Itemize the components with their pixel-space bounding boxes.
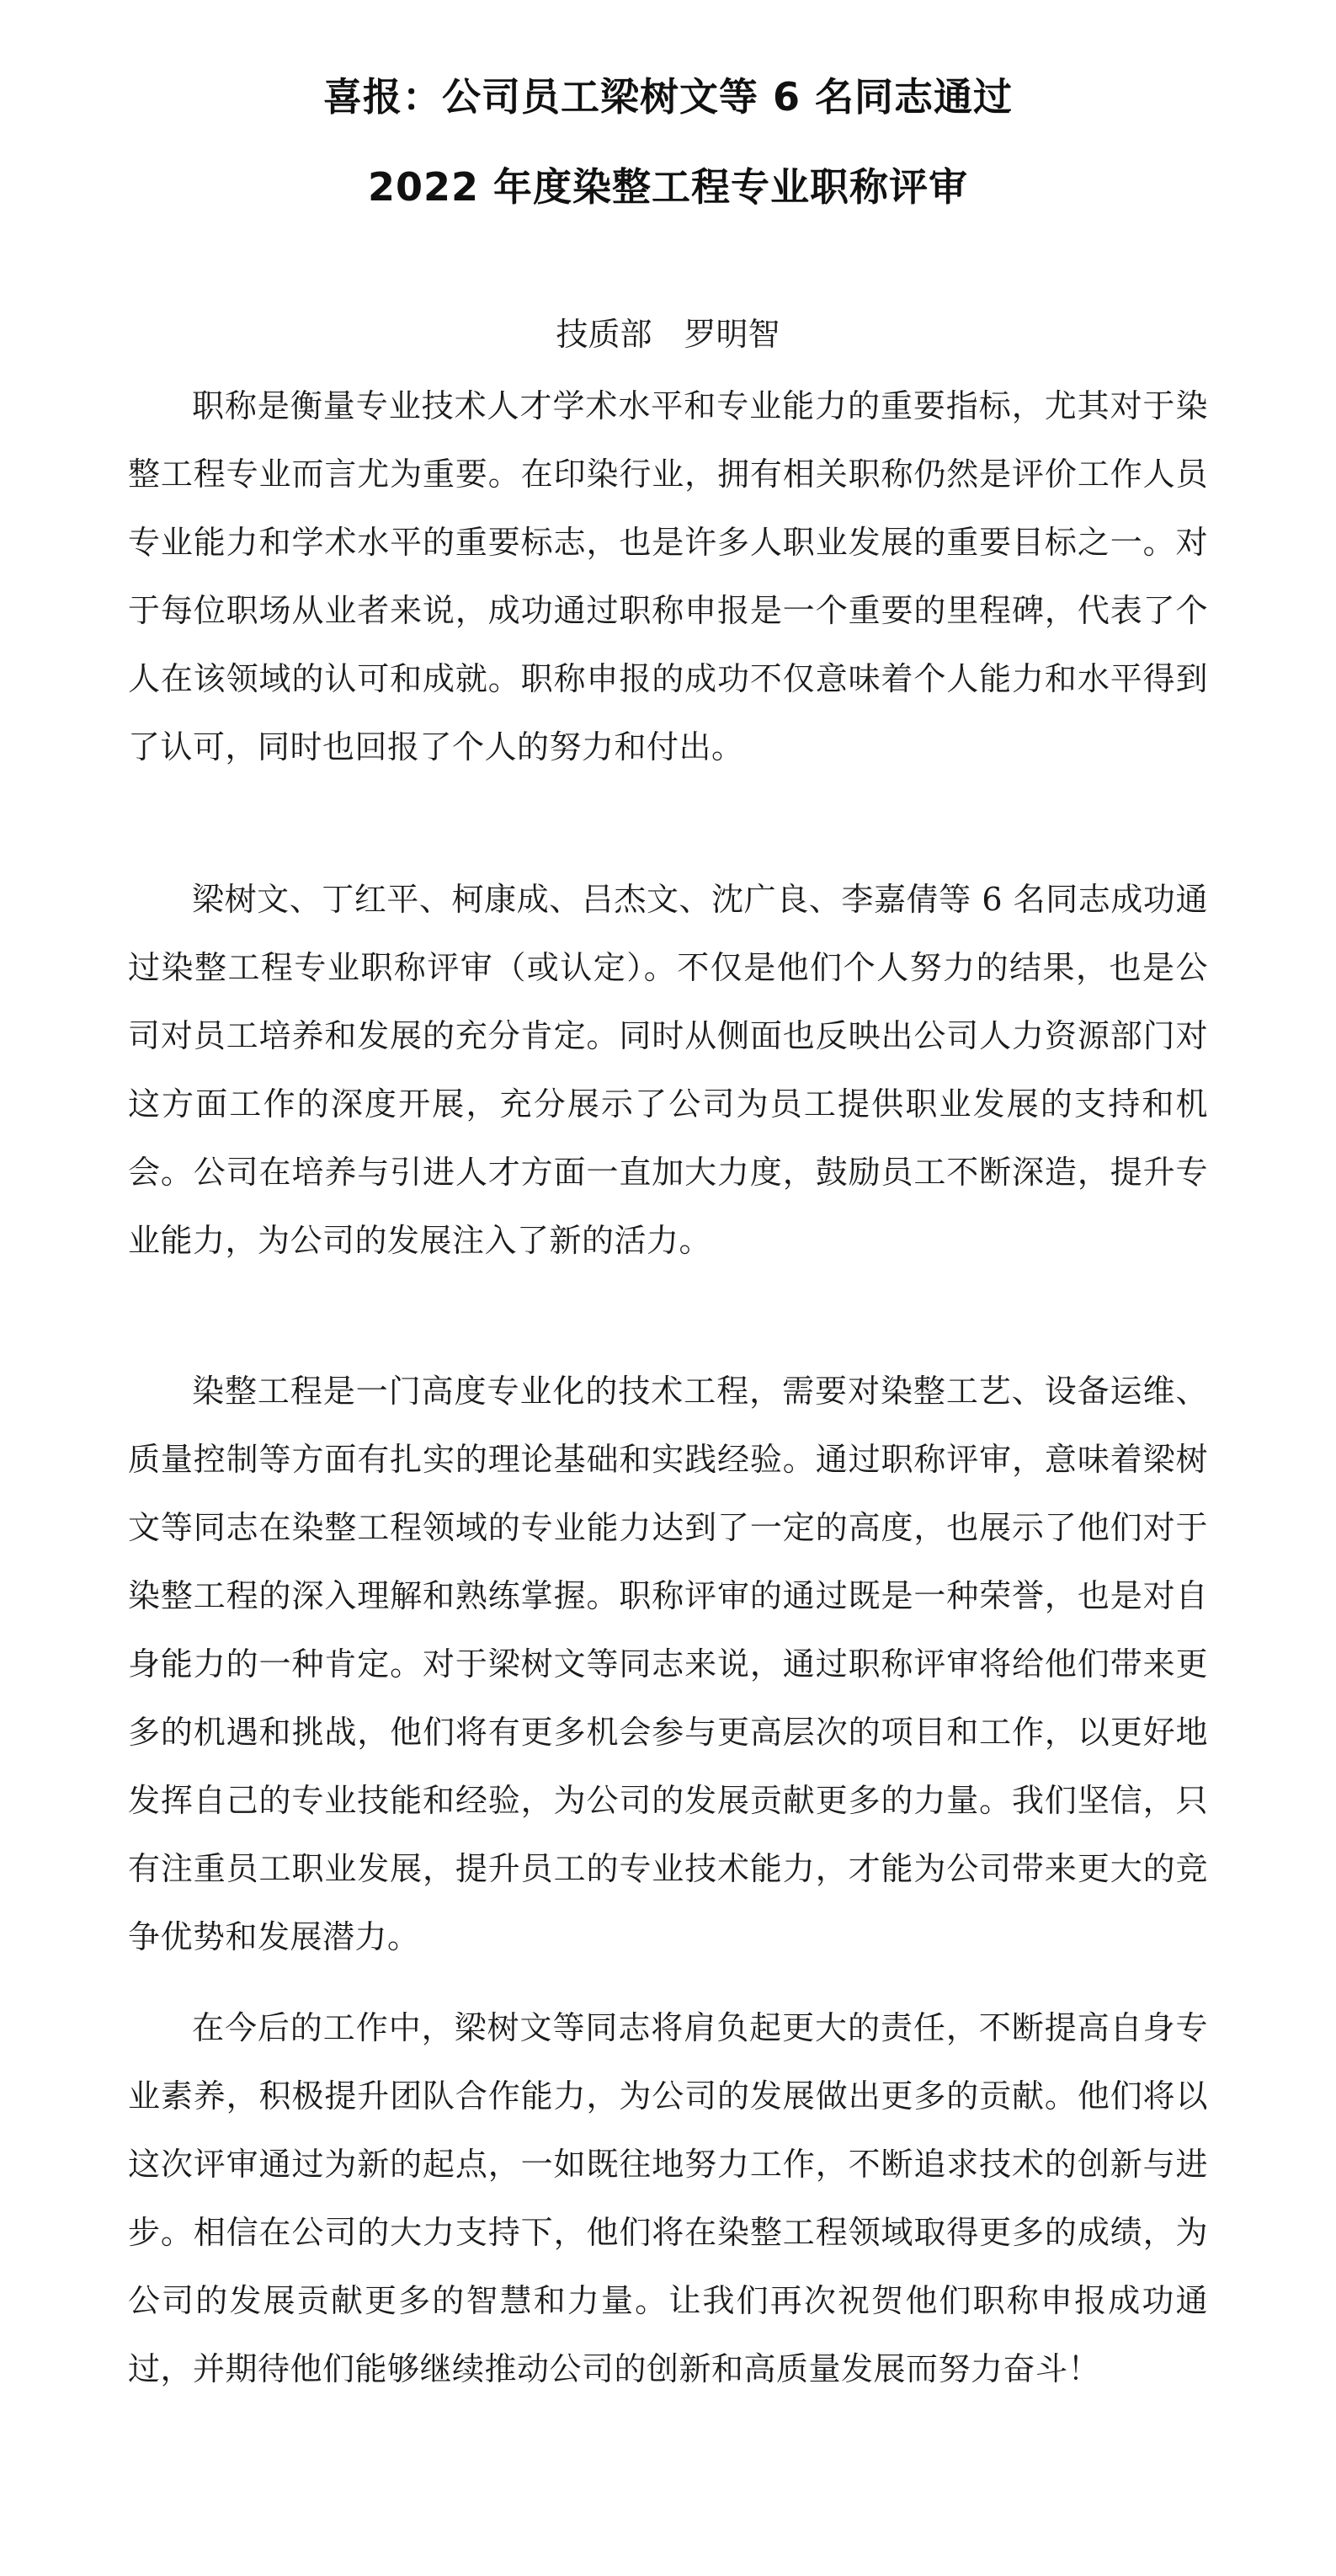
document-author: 技质部 罗明智 (556, 316, 780, 353)
body-paragraph-1: 职称是衡量专业技术人才学术水平和专业能力的重要指标，尤其对于染整工程专业而言尤为重要。在印染行业，拥有相关职称仍然是评价工作人员专业能力和学术水平的重要标志，也是许多人职业发展的重要目标之一。对于每位职场从业者来说，成功通过职称申报是一个重要的里程碑，代表了个人在该领域的认可和成就。职称申报的成功不仅意味着个人能力和水平得到了认可，同时也回报了个人的努力和付出。 (128, 387, 1208, 765)
document-title-line-2: 2022 年度染整工程专业职称评审 (367, 164, 969, 210)
body-paragraph-3: 染整工程是一门高度专业化的技术工程，需要对染整工艺、设备运维、质量控制等方面有扎实的理论基础和实践经验。通过职称评审，意味着梁树文等同志在染整工程领域的专业能力达到了一定的高度，也展示了他们对于染整工程的深入理解和熟练掌握。职称评审的通过既是一种荣誉，也是对自身能力的一种肯定。对于梁树文等同志来说，通过职称评审将给他们带来更多的机遇和挑战，他们将有更多机会参与更高层次的项目和工作，以更好地发挥自己的专业技能和经验，为公司的发展贡献更多的力量。我们坚信，只有注重员工职业发展，提升员工的专业技术能力，才能为公司带来更大的竞争优势和发展潜力。 (128, 1373, 1208, 1955)
body-paragraph-4: 在今后的工作中，梁树文等同志将肩负起更大的责任，不断提高自身专业素养，积极提升团队合作能力，为公司的发展做出更多的贡献。他们将以这次评审通过为新的起点，一如既往地努力工作，不断追求技术的创新与进步。相信在公司的大力支持下，他们将在染整工程领域取得更多的成绩，为公司的发展贡献更多的智慧和力量。让我们再次祝贺他们职称申报成功通过，并期待他们能够继续推动公司的创新和高质量发展而努力奋斗！ (128, 2009, 1208, 2387)
body-paragraph-2: 梁树文、丁红平、柯康成、吕杰文、沈广良、李嘉倩等 6 名同志成功通过染整工程专业职称评审（或认定）。不仅是他们个人努力的结果，也是公司对员工培养和发展的充分肯定。同时从侧面也反映出公司人力资源部门对这方面工作的深度开展，充分展示了公司为员工提供职业发展的支持和机会。公司在培养与引进人才方面一直加大力度，鼓励员工不断深造，提升专业能力，为公司的发展注入了新的活力。 (128, 881, 1208, 1259)
document-title-line-1: 喜报：公司员工梁树文等 6 名同志通过 (322, 74, 1014, 120)
